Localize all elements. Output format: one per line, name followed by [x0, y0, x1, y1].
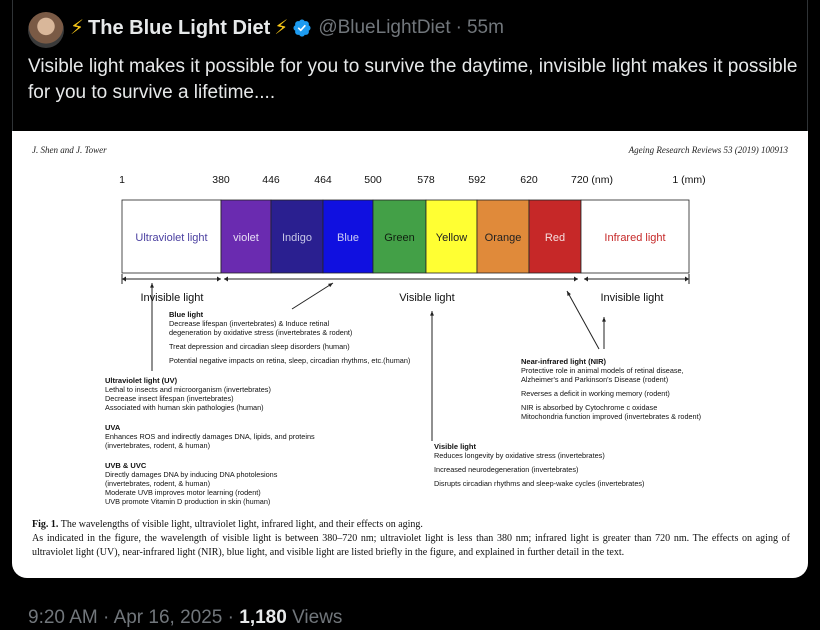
note-line: Lethal to insects and microorganism (invertebrates) [105, 385, 271, 394]
note-line: NIR is absorbed by Cytochrome c oxidase [521, 403, 658, 412]
note-title: Blue light [169, 310, 204, 319]
views-count: 1,180 [239, 607, 287, 628]
note-title: UVA [105, 423, 121, 432]
arrow-head [122, 277, 126, 282]
note-line: Protective role in animal models of retinal disease, [521, 366, 684, 375]
tick-label: 464 [314, 174, 332, 186]
blue-light-note [169, 310, 410, 365]
arrow-head [224, 277, 228, 282]
arrow-head [685, 277, 689, 282]
band-label: Indigo [282, 232, 312, 244]
pointer-line [292, 283, 333, 309]
post-date[interactable]: Apr 16, 2025 [113, 607, 223, 628]
separator-dot: · [103, 607, 110, 628]
figure-header-authors: J. Shen and J. Tower [32, 145, 107, 155]
note-line: Associated with human skin pathologies (human) [105, 403, 264, 412]
note-title: Ultraviolet light (UV) [105, 376, 178, 385]
note-line: Potential negative impacts on retina, sleep, circadian rhythms, etc.(human) [169, 356, 411, 365]
spectrum-diagram [12, 131, 808, 516]
uv-note [105, 376, 271, 412]
note-line: Mitochondria function improved (invertebrates & rodent) [521, 412, 702, 421]
range-label-left: Invisible light [140, 292, 204, 304]
attached-figure-image[interactable] [12, 131, 808, 578]
visible-light-note [434, 442, 644, 488]
nir-note [521, 357, 701, 421]
range-label-middle: Visible light [399, 292, 455, 304]
band-label: Red [544, 232, 566, 244]
post-header [70, 16, 504, 40]
note-line: UVB promote Vitamin D production in skin (human) [105, 497, 271, 506]
band-label: Green [384, 232, 415, 244]
arrow-head [217, 277, 221, 282]
separator-dot: · [455, 17, 462, 38]
note-title: UVB & UVC [105, 461, 147, 470]
lightning-icon: ⚡ [274, 17, 289, 39]
user-handle[interactable]: @BlueLightDiet [318, 17, 451, 38]
tick-label: 578 [417, 174, 435, 186]
figure-caption [32, 518, 790, 560]
caption-title: The wavelengths of visible light, ultraviolet light, infrared light, and their effects on aging. [58, 519, 423, 530]
display-name[interactable]: The Blue Light Diet [88, 16, 271, 39]
uva-note [105, 423, 315, 450]
post-footer [28, 607, 342, 629]
note-line: Reverses a deficit in working memory (rodent) [521, 389, 670, 398]
note-title: Visible light [434, 442, 476, 451]
note-line: (invertebrates, rodent, & human) [105, 441, 211, 450]
post-text: Visible light makes it possible for you to survive the daytime, invisible light makes it possible for you to survive a lifetime.... [28, 56, 798, 103]
arrow-head [328, 283, 333, 287]
figure-header-journal: Ageing Research Reviews 53 (2019) 100913 [628, 145, 788, 155]
tick-label: 380 [212, 174, 230, 186]
arrow-head [574, 277, 578, 282]
views-label: Views [292, 607, 343, 628]
post-time[interactable]: 9:20 AM [28, 607, 98, 628]
pointer-line [567, 291, 599, 349]
band-label: Orange [484, 232, 522, 244]
note-line: (invertebrates, rodent, & human) [105, 479, 211, 488]
uvb-note [105, 461, 278, 506]
note-line: Moderate UVB improves motor learning (rodent) [105, 488, 261, 497]
arrow-head [150, 283, 154, 288]
note-line: Directly damages DNA by inducing DNA photolesions [105, 470, 278, 479]
note-line: Increased neurodegeneration (invertebrates) [434, 465, 579, 474]
arrow-head [584, 277, 588, 282]
tick-label: 620 [520, 174, 538, 186]
avatar[interactable] [28, 12, 64, 48]
range-label-right: Invisible light [600, 292, 664, 304]
tick-label: 1 [119, 174, 125, 186]
verified-badge-icon [292, 18, 312, 38]
note-line: Disrupts circadian rhythms and sleep-wake cycles (invertebrates) [434, 479, 645, 488]
tick-label: 1 (mm) [672, 174, 706, 186]
band-label: Yellow [435, 232, 468, 244]
caption-body: As indicated in the figure, the wavelength of visible light is between 380–720 nm; ultraviolet light is less than 380 nm; infrared light is greater than 720 nm. The effects on aging of ultraviolet light (UV), near-infrared light (NIR), blue light, and visible light are listed briefly in the figure, and explained in further detail in the text. [32, 533, 790, 558]
note-line: Reduces longevity by oxidative stress (invertebrates) [434, 451, 605, 460]
arrow-head [430, 311, 434, 316]
note-line: Decrease insect lifespan (invertebrates) [105, 394, 234, 403]
note-line: degeneration by oxidative stress (invertebrates & rodent) [169, 328, 353, 337]
note-line: Treat depression and circadian sleep disorders (human) [169, 342, 350, 351]
caption-label: Fig. 1. [32, 519, 59, 530]
post-time-ago[interactable]: 55m [466, 17, 504, 38]
note-line: Enhances ROS and indirectly damages DNA, lipids, and proteins [105, 432, 315, 441]
tick-label: 500 [364, 174, 382, 186]
tick-label: 720 (nm) [570, 174, 614, 186]
band-label: Blue [336, 232, 360, 244]
separator-dot: · [227, 607, 234, 628]
note-title: Near-infrared light (NIR) [521, 357, 607, 366]
tick-label: 592 [468, 174, 486, 186]
band-label: violet [233, 232, 259, 244]
band-label: Infrared light [604, 232, 666, 244]
arrow-head [602, 317, 606, 322]
lightning-icon: ⚡ [70, 17, 85, 39]
note-line: Alzheimer's and Parkinson's Disease (rodent) [521, 375, 669, 384]
band-label: Ultraviolet light [135, 232, 208, 244]
note-line: Decrease lifespan (invertebrates) & Induce retinal [169, 319, 330, 328]
tick-label: 446 [262, 174, 280, 186]
